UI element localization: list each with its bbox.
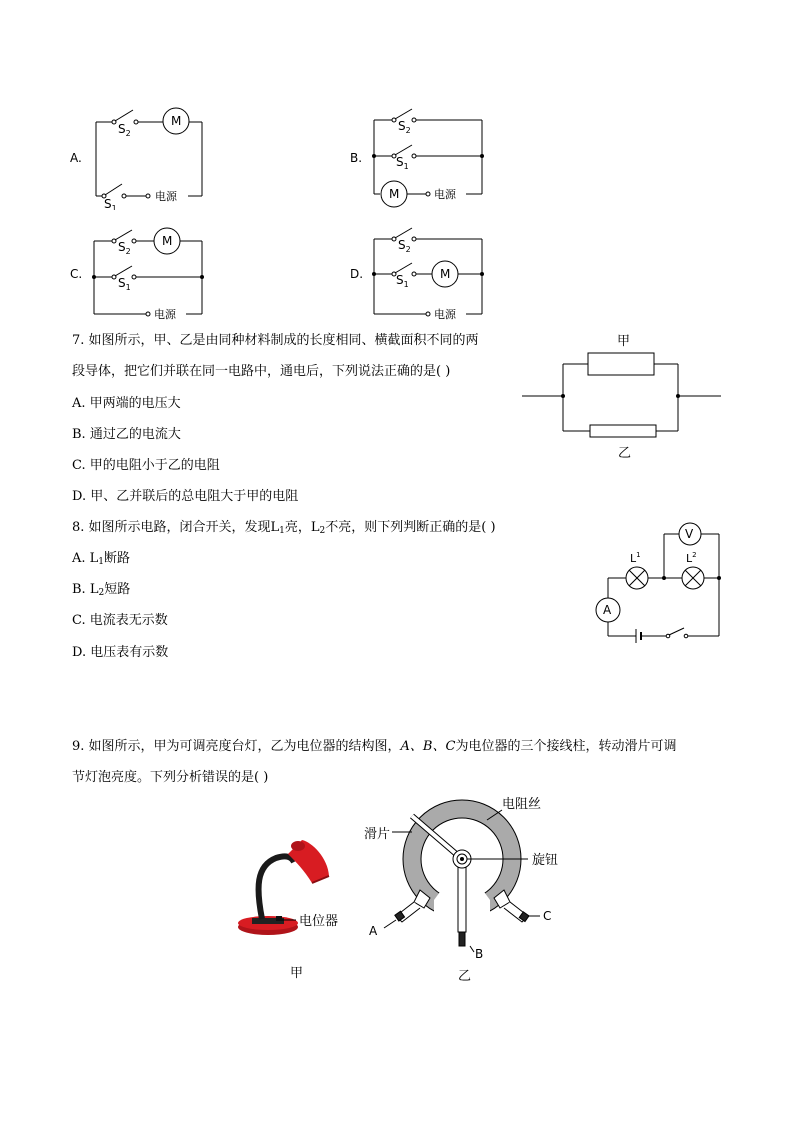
svg-text:S1: $S_1$ (104, 197, 117, 210)
svg-text:电源: 电源 (155, 190, 177, 203)
svg-text:D.: D. (350, 267, 364, 281)
q7-option-a: A. 甲两端的电压大 (72, 396, 181, 411)
svg-text:S2: $S_2$ (398, 119, 411, 135)
q7-option-d: D. 甲、乙并联后的总电阻大于甲的电阻 (72, 489, 299, 504)
svg-text:M: M (389, 187, 400, 201)
svg-text:电源: 电源 (434, 308, 456, 321)
svg-text:S1: $S_1$ (396, 155, 409, 171)
q7-figure (518, 328, 728, 463)
desk-lamp-illustration (232, 828, 362, 983)
series-lamp-circuit-diagram (592, 518, 727, 650)
q6-option-d (340, 222, 500, 326)
svg-text:S2: $S_2$ (398, 238, 411, 254)
circuit-diagram-d (340, 222, 500, 326)
q8-option-c: C. 电流表无示数 (72, 613, 168, 628)
q7-option-b: B. 通过乙的电流大 (72, 427, 181, 442)
q9-stem-line2: 节灯泡亮度。下列分析错误的是( ) (72, 770, 269, 785)
svg-text:A: A (369, 924, 378, 938)
q8-figure (592, 518, 727, 650)
svg-text:乙: 乙 (458, 969, 472, 984)
svg-text:电位器: 电位器 (299, 914, 339, 929)
q8-option-a: A. $L_1$断路 (72, 551, 131, 567)
svg-text:S2: $S_2$ (118, 240, 131, 256)
q9-stem-line1: 9. 如图所示，甲为可调亮度台灯，乙为电位器的结构图，A、B、C为电位器的三个接线柱，转动滑片可调 (72, 739, 677, 754)
svg-text:S1: $S_1$ (118, 276, 131, 292)
q8-stem: 8. 如图所示电路，闭合开关，发现$L_1$亮，$L_2$不亮，则下列判断正确的是( ) (72, 520, 496, 536)
svg-text:A: A (603, 603, 612, 617)
q7-stem-line1: 7. 如图所示，甲、乙是由同种材料制成的长度相同、横截面积不同的两 (72, 333, 479, 348)
parallel-conductors-diagram (518, 328, 728, 463)
svg-text:L2: $L^2$ (686, 551, 697, 565)
svg-text:S1: $S_1$ (396, 273, 409, 289)
q9-lamp-figure (232, 828, 362, 983)
svg-text:甲: 甲 (290, 966, 304, 981)
svg-text:V: V (685, 527, 694, 541)
svg-text:电源: 电源 (434, 188, 456, 201)
svg-text:滑片: 滑片 (364, 827, 391, 842)
potentiometer-structure-diagram (362, 792, 562, 984)
q7-option-c: C. 甲的电阻小于乙的电阻 (72, 458, 220, 473)
circuit-diagram-b (340, 100, 500, 212)
svg-text:电源: 电源 (154, 308, 176, 321)
svg-text:A.: A. (70, 151, 82, 165)
svg-text:旋钮: 旋钮 (532, 853, 559, 868)
q6-option-c (60, 222, 220, 326)
circuit-diagram-a (60, 100, 220, 210)
q8-option-d: D. 电压表有示数 (72, 645, 169, 660)
svg-text:L1: $L^1$ (630, 551, 641, 565)
svg-text:电阻丝: 电阻丝 (502, 797, 542, 812)
q7-stem-line2: 段导体，把它们并联在同一电路中，通电后，下列说法正确的是( ) (72, 364, 451, 379)
q6-option-a (60, 100, 220, 210)
q6-option-b (340, 100, 500, 212)
q8-option-b: B. $L_2$短路 (72, 582, 131, 598)
svg-text:乙: 乙 (618, 446, 632, 461)
svg-text:S2: $S_2$ (118, 122, 131, 138)
svg-text:M: M (162, 234, 173, 248)
svg-text:B.: B. (350, 151, 363, 165)
q9-potentiometer-figure (362, 792, 562, 984)
svg-text:M: M (171, 114, 182, 128)
svg-text:C.: C. (70, 267, 83, 281)
circuit-diagram-c (60, 222, 220, 326)
svg-text:甲: 甲 (617, 334, 631, 349)
svg-text:M: M (440, 267, 451, 281)
svg-text:B: B (475, 947, 484, 961)
svg-text:C: C (543, 909, 552, 923)
